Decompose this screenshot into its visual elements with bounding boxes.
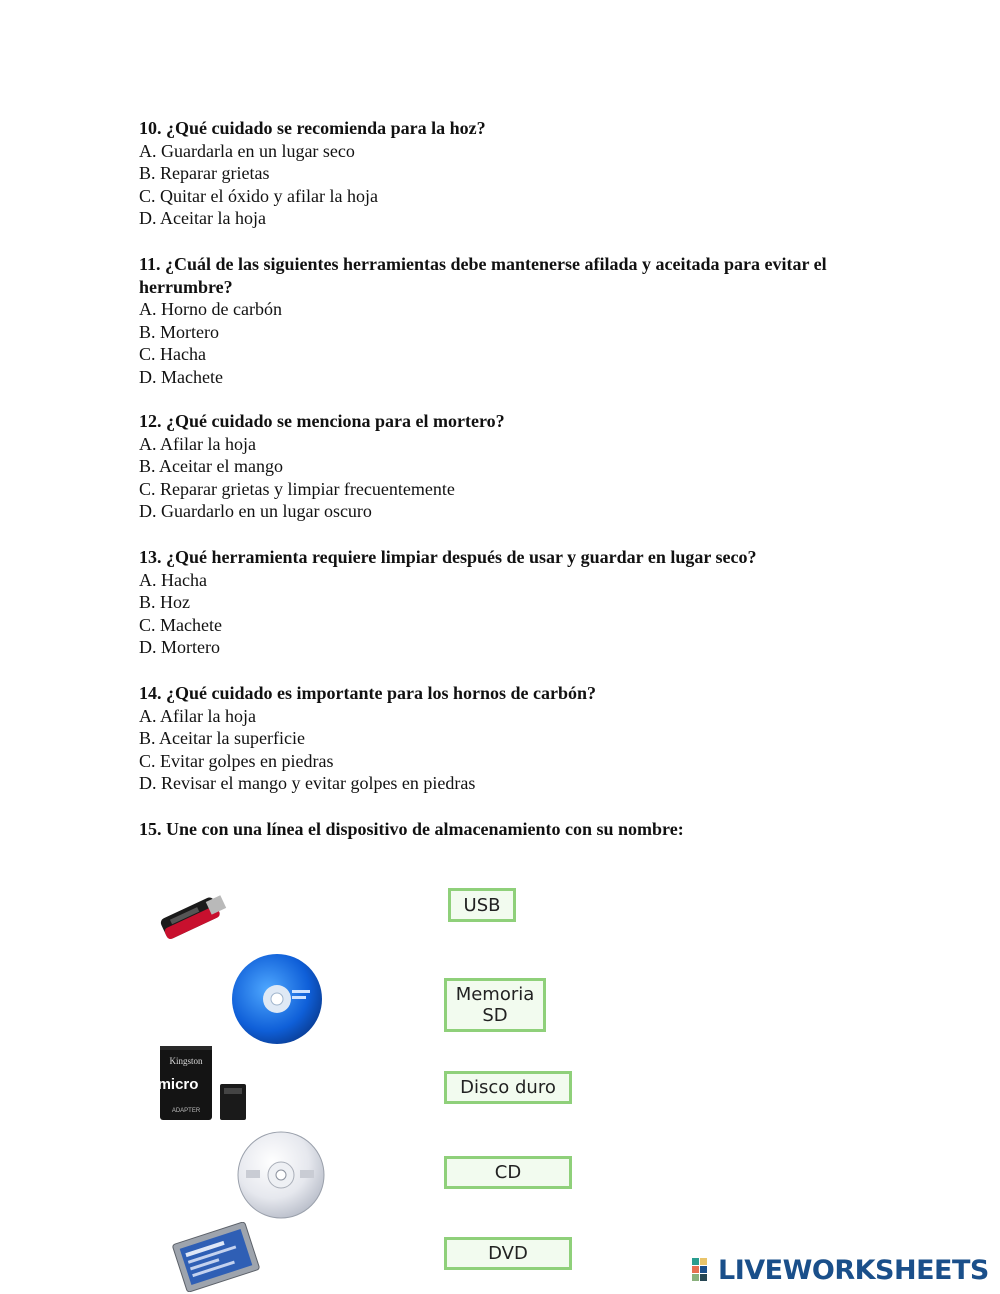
- label-usb[interactable]: USB: [448, 888, 516, 922]
- question-title: 13. ¿Qué herramienta requiere limpiar después de usar y guardar en lugar seco?: [139, 547, 757, 567]
- question-title: 10. ¿Qué cuidado se recomienda para la hoz?: [139, 118, 486, 138]
- usb-drive-image[interactable]: [150, 880, 235, 950]
- adapter-text: ADAPTER: [171, 1108, 201, 1114]
- logo-grid-icon: [692, 1258, 716, 1282]
- option-c[interactable]: C. Machete: [139, 614, 222, 635]
- label-dvd[interactable]: DVD: [444, 1237, 572, 1270]
- option-c[interactable]: C. Reparar grietas y limpiar frecuentemente: [139, 478, 455, 499]
- question-title: 14. ¿Qué cuidado es importante para los hornos de carbón?: [139, 683, 597, 703]
- option-c[interactable]: C. Hacha: [139, 344, 206, 365]
- option-a[interactable]: A. Horno de carbón: [139, 299, 282, 320]
- question-title: 11. ¿Cuál de las siguientes herramientas debe mantenerse afilada y aceitada para evitar el herrumbre?: [139, 254, 827, 297]
- cd-disc-image[interactable]: [236, 1130, 326, 1220]
- option-b[interactable]: B. Aceitar la superficie: [139, 728, 305, 749]
- question-15: [139, 818, 859, 841]
- question-14: [139, 682, 859, 795]
- microsd-card-image[interactable]: [158, 1044, 254, 1124]
- option-d[interactable]: D. Revisar el mango y evitar golpes en piedras: [139, 773, 476, 794]
- question-title: 12. ¿Qué cuidado se menciona para el mortero?: [139, 411, 505, 431]
- option-a[interactable]: A. Guardarla en un lugar seco: [139, 140, 355, 161]
- option-b[interactable]: B. Hoz: [139, 592, 190, 613]
- option-c[interactable]: C. Evitar golpes en piedras: [139, 750, 334, 771]
- question-12: [139, 410, 859, 523]
- question-11: [139, 253, 859, 389]
- option-d[interactable]: D. Guardarlo en un lugar oscuro: [139, 501, 372, 522]
- option-a[interactable]: A. Hacha: [139, 569, 207, 590]
- option-d[interactable]: D. Machete: [139, 366, 223, 387]
- label-disco-duro[interactable]: Disco duro: [444, 1071, 572, 1104]
- label-memoria-sd[interactable]: Memoria SD: [444, 978, 546, 1032]
- option-b[interactable]: B. Aceitar el mango: [139, 456, 283, 477]
- logo-text: LIVEWORKSHEETS: [718, 1254, 989, 1286]
- liveworksheets-logo: [692, 1256, 989, 1284]
- option-b[interactable]: B. Mortero: [139, 321, 219, 342]
- option-d[interactable]: D. Aceitar la hoja: [139, 208, 266, 229]
- microsd-main-text: micro: [158, 1076, 199, 1093]
- option-b[interactable]: B. Reparar grietas: [139, 163, 270, 184]
- question-title: 15. Une con una línea el dispositivo de almacenamiento con su nombre:: [139, 819, 684, 839]
- option-d[interactable]: D. Mortero: [139, 637, 220, 658]
- option-a[interactable]: A. Afilar la hoja: [139, 705, 256, 726]
- question-10: [139, 117, 859, 230]
- option-c[interactable]: C. Quitar el óxido y afilar la hoja: [139, 185, 378, 206]
- question-13: [139, 546, 859, 659]
- dvd-disc-image[interactable]: [230, 952, 324, 1046]
- microsd-brand-text: Kingston: [169, 1056, 203, 1066]
- option-a[interactable]: A. Afilar la hoja: [139, 433, 256, 454]
- label-cd[interactable]: CD: [444, 1156, 572, 1189]
- hard-drive-image[interactable]: [170, 1222, 262, 1292]
